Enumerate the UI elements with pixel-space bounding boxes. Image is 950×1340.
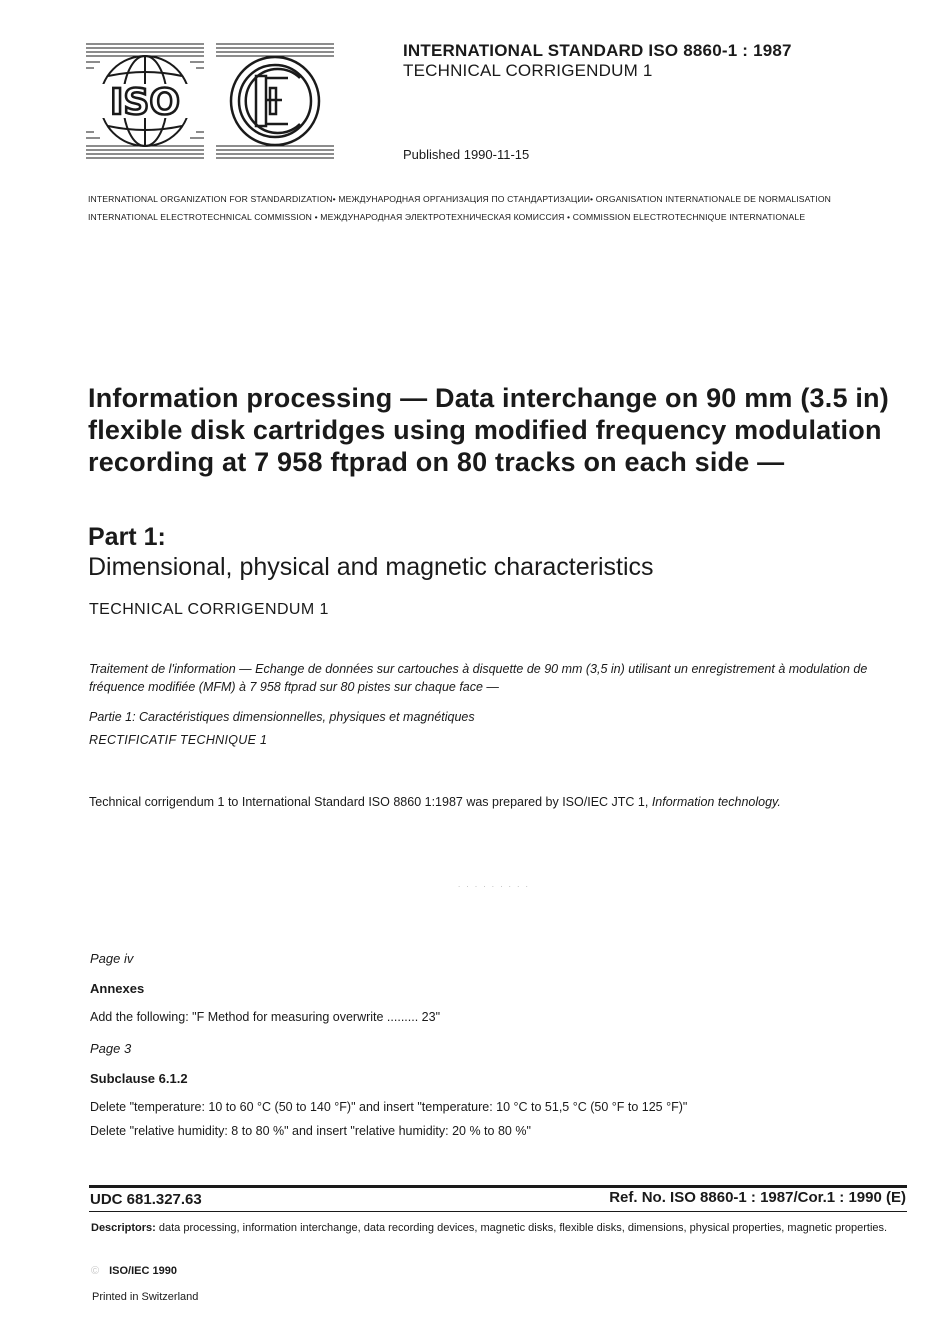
- delete-instruction-temperature: Delete "temperature: 10 to 60 °C (50 to 140 °F)" and insert "temperature: 10 °C to 51,5 °C (50 °F to 125 °F)": [90, 1100, 688, 1114]
- udc-number: UDC 681.327.63: [90, 1191, 202, 1208]
- preparation-text: Technical corrigendum 1 to International Standard ISO 8860 1:1987 was prepared by ISO/IEC JTC 1,: [89, 795, 649, 809]
- committee-title: Information technology.: [651, 795, 781, 809]
- page-reference-iv: Page iv: [90, 951, 134, 966]
- standard-title: INTERNATIONAL STANDARD ISO 8860-1 : 1987: [403, 41, 792, 60]
- delete-instruction-humidity: Delete "relative humidity: 8 to 80 %" and insert "relative humidity: 20 % to 80 %": [90, 1124, 531, 1138]
- add-instruction: Add the following: "F Method for measuring overwrite ......... 23": [90, 1010, 441, 1024]
- reference-number: Ref. No. ISO 8860-1 : 1987/Cor.1 : 1990 (E): [609, 1189, 906, 1206]
- scan-mark: . . . . . . . . .: [458, 880, 530, 889]
- french-title: Traitement de l'information — Echange de données sur cartouches à disquette de 90 mm (3,5 in) utilisant un enregistrement à modulation de fréquence modifiée (MFM) à 7 958 ftprad sur 80 pistes sur chaque face —: [89, 662, 868, 694]
- descriptors-label: Descriptors:: [91, 1222, 156, 1234]
- iso-logo: [86, 40, 204, 162]
- annexes-heading: Annexes: [90, 981, 145, 996]
- iec-logo: [216, 40, 334, 162]
- corrigendum-label: TECHNICAL CORRIGENDUM 1: [403, 61, 653, 80]
- footer-rule-thick: [89, 1185, 907, 1188]
- french-rectificatif: RECTIFICATIF TECHNIQUE 1: [89, 733, 268, 747]
- copyright-text: ISO/IEC 1990: [109, 1265, 177, 1277]
- subclause-heading: Subclause 6.1.2: [90, 1071, 188, 1086]
- org-line-iso: INTERNATIONAL ORGANIZATION FOR STANDARDIZATION• МЕЖДУНАРОДНАЯ ОРГАНИЗАЦИЯ ПО СТАНДАРТИЗАЦИИ• ORGANISATION INTERNATIONALE DE NORMALISATION: [88, 194, 832, 204]
- published-date: Published 1990-11-15: [403, 147, 530, 162]
- corrigendum-caption: TECHNICAL CORRIGENDUM 1: [89, 601, 329, 618]
- preparation-statement: [89, 795, 781, 809]
- page-reference-3: Page 3: [90, 1041, 132, 1056]
- footer-rule-thin: [89, 1211, 907, 1212]
- part-title: Dimensional, physical and magnetic characteristics: [88, 553, 654, 581]
- part-label: Part 1:: [88, 523, 166, 551]
- printed-in: Printed in Switzerland: [92, 1291, 199, 1303]
- french-part: Partie 1: Caractéristiques dimensionnelles, physiques et magnétiques: [89, 710, 475, 724]
- descriptors-text: data processing, information interchange, data recording devices, magnetic disks, flexible disks, dimensions, physical properties, magnetic properties.: [158, 1222, 888, 1234]
- svg-text:ISO: ISO: [110, 82, 180, 123]
- copyright: [91, 1265, 177, 1277]
- document-title: Information processing — Data interchange on 90 mm (3.5 in) flexible disk cartridges using modified frequency modulation recording at 7 958 ftprad on 80 tracks on each side —: [88, 383, 889, 477]
- org-line-iec: INTERNATIONAL ELECTROTECHNICAL COMMISSION • МЕЖДУНАРОДНАЯ ЭЛЕКТРОТЕХНИЧЕСКАЯ КОМИССИЯ • COMMISSION ELECTROTECHNIQUE INTERNATIONALE: [88, 212, 806, 222]
- copyright-symbol: ©: [91, 1265, 100, 1277]
- descriptors: [91, 1219, 909, 1238]
